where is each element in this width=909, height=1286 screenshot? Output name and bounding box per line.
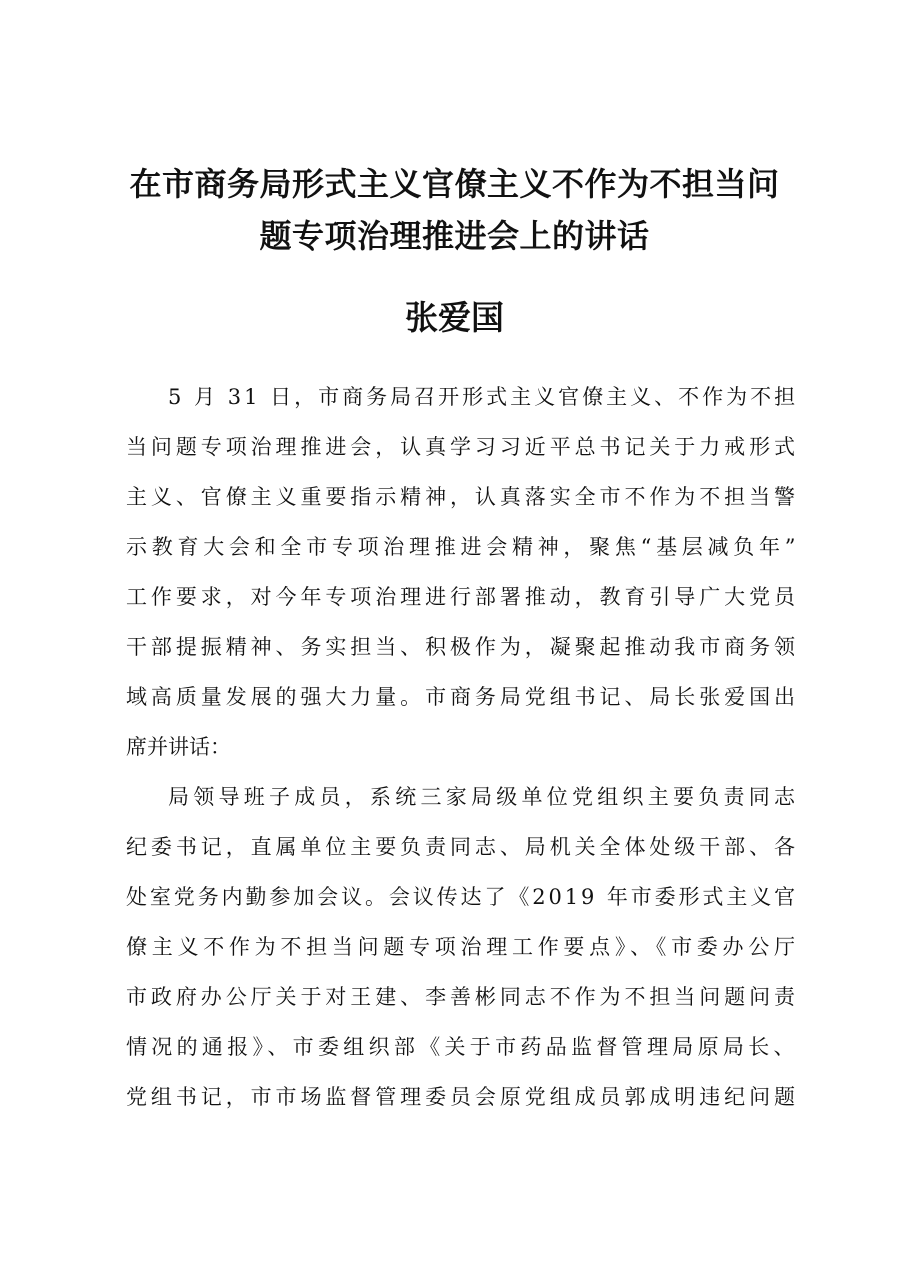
paragraph-line: 干部提振精神、务实担当、积极作为，凝聚起推动我市商务领 [126, 635, 799, 659]
paragraph-line: 局领导班子成员，系统三家局级单位党组织主要负责同志 [168, 785, 800, 809]
paragraph-line: 域高质量发展的强大力量。市商务局党组书记、局长张爱国出 [126, 685, 799, 709]
paragraph-line: 当问题专项治理推进会，认真学习习近平总书记关于力戒形式 [126, 435, 799, 459]
paragraph-line: 5 月 31 日，市商务局召开形式主义官僚主义、不作为不担 [168, 385, 799, 409]
paragraph-line: 情况的通报》、市委组织部《关于市药品监督管理局原局长、 [126, 1035, 799, 1059]
author-name: 张爱国 [405, 298, 504, 337]
paragraph-line: 党组书记，市市场监督管理委员会原党组成员郭成明违纪问题 [126, 1085, 799, 1109]
document-title-line-2: 题专项治理推进会上的讲话 [259, 217, 650, 255]
paragraph-line: 纪委书记，直属单位主要负责同志、局机关全体处级干部、各 [126, 835, 799, 859]
paragraph-line: 市政府办公厅关于对王建、李善彬同志不作为不担当问题问责 [126, 985, 799, 1009]
document-title-line-1: 在市商务局形式主义官僚主义不作为不担当问 [129, 165, 780, 203]
paragraph-line: 席并讲话： [126, 735, 231, 759]
paragraph-line: 主义、官僚主义重要指示精神，认真落实全市不作为不担当警 [126, 485, 799, 509]
paragraph-line: 僚主义不作为不担当问题专项治理工作要点》、《市委办公厅 [126, 935, 800, 959]
paragraph-line: 处室党务内勤参加会议。会议传达了《2019 年市委形式主义官 [126, 885, 799, 909]
paragraph-line: 示教育大会和全市专项治理推进会精神，聚焦“基层减负年” [126, 535, 801, 559]
paragraph-line: 工作要求，对今年专项治理进行部署推动，教育引导广大党员 [126, 585, 799, 609]
